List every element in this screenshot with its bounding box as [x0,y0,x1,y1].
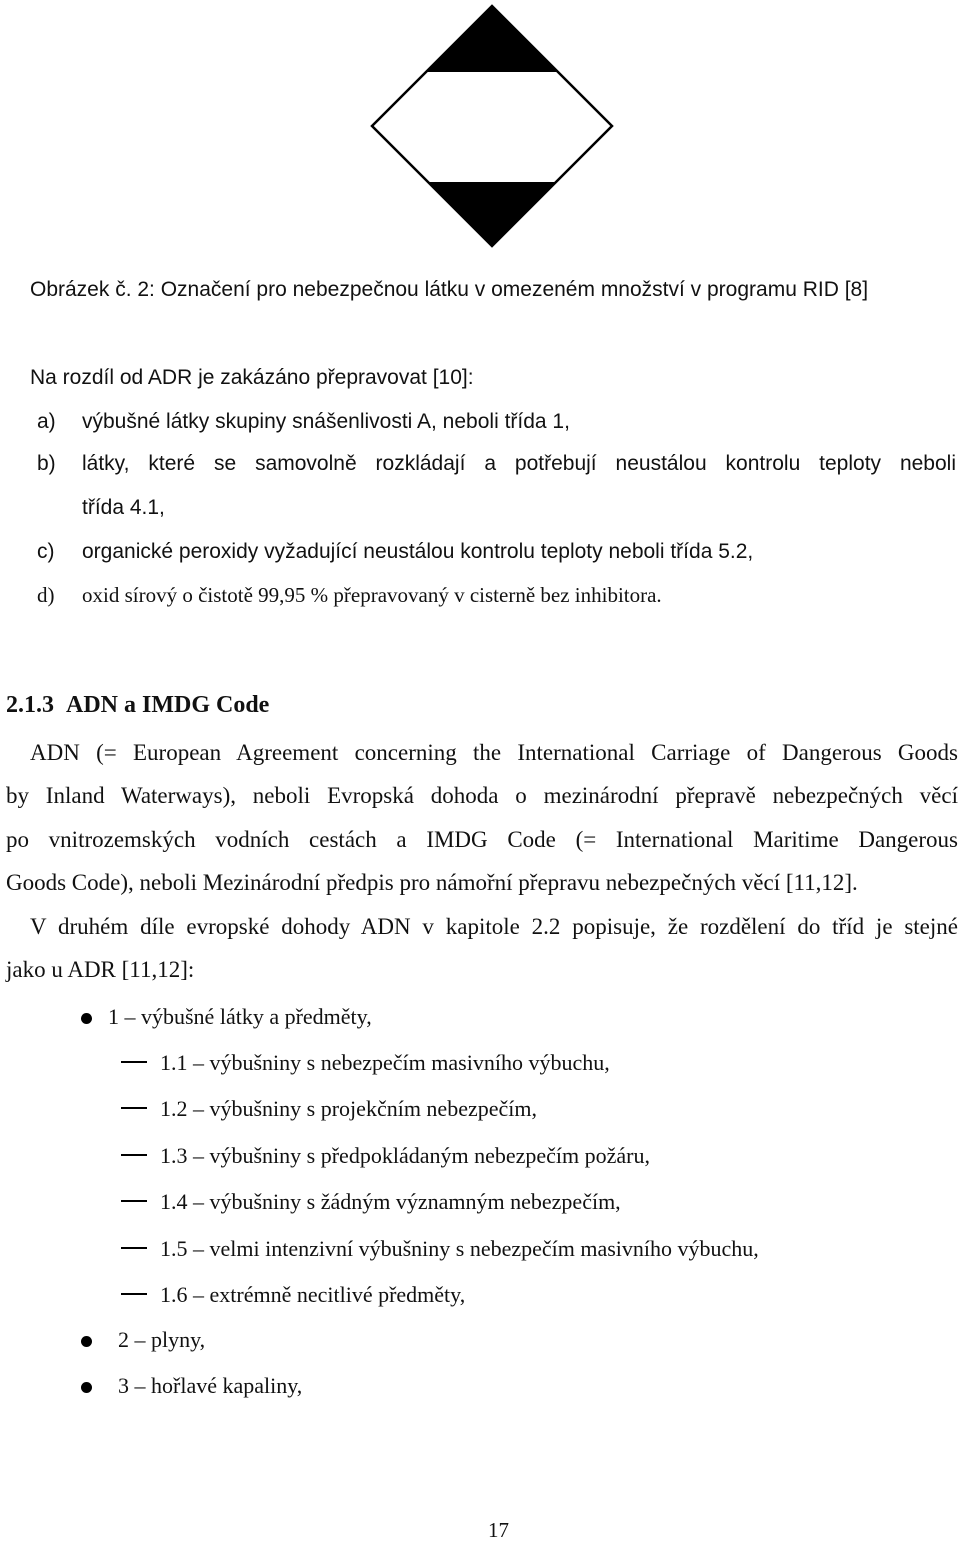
paragraph-line: V druhém díle evropské dohody ADN v kapitole 2.2 popisuje, že rozdělení do tříd je stejné [30,914,958,939]
sub-list-item: 1.3 – výbušniny s předpokládaným nebezpečím požáru, [160,1143,650,1168]
dash-icon [121,1200,147,1202]
section-title: ADN a IMDG Code [66,692,270,718]
dash-icon [121,1154,147,1156]
section-heading [6,692,269,719]
sub-list-item: 1.4 – výbušniny s žádným významným nebezpečím, [160,1189,621,1214]
list-item: 1 – výbušné látky a předměty, [108,1004,372,1029]
sub-list-item: 1.2 – výbušniny s projekčním nebezpečím, [160,1096,537,1121]
sub-list-item: 1.5 – velmi intenzivní výbušniny s nebezpečím masivního výbuchu, [160,1236,759,1261]
intro-text: Na rozdíl od ADR je zakázáno přepravovat [10]: [30,366,474,389]
sub-list-item: 1.1 – výbušniny s nebezpečím masivního výbuchu, [160,1050,610,1075]
paragraph-line: po vnitrozemských vodních cestách a IMDG Code (= International Maritime Dangerous [6,827,958,852]
section-number: 2.1.3 [6,692,54,718]
sub-list-item: 1.6 – extrémně necitlivé předměty, [160,1282,466,1307]
list-item: 2 – plyny, [118,1327,206,1352]
paragraph-line: Goods Code), neboli Mezinárodní předpis pro námořní přepravu nebezpečných věcí [11,12]. [6,870,858,895]
list-item: 3 – hořlavé kapaliny, [118,1373,303,1398]
paragraph-line: by Inland Waterways), neboli Evropská dohoda o mezinárodní přepravě nebezpečných věcí [6,783,958,808]
page-number: 17 [488,1518,509,1542]
list-item-continuation: třída 4.1, [82,496,165,519]
paragraph-line: ADN (= European Agreement concerning the International Carriage of Dangerous Goods [30,740,958,765]
bullet-icon [81,1013,92,1024]
list-item: organické peroxidy vyžadující neustálou kontrolu teploty neboli třída 5.2, [82,540,754,563]
paragraph-line: jako u ADR [11,12]: [6,957,195,982]
list-marker: c) [37,540,55,563]
bullet-icon [81,1382,92,1393]
dash-icon [121,1293,147,1295]
list-item: oxid sírový o čistotě 99,95 % přepravovaný v cisterně bez inhibitora. [82,583,662,607]
limited-quantity-mark [370,4,614,248]
list-item: látky, které se samovolně rozkládají a potřebují neustálou kontrolu teploty neboli [82,452,956,475]
list-marker: d) [37,583,55,607]
dash-icon [121,1247,147,1249]
figure-caption: Obrázek č. 2: Označení pro nebezpečnou látku v omezeném množství v programu RID [8] [30,278,869,301]
dash-icon [121,1107,147,1109]
list-marker: b) [37,452,56,475]
list-item: výbušné látky skupiny snášenlivosti A, neboli třída 1, [82,410,570,433]
list-marker: a) [37,410,56,433]
dash-icon [121,1061,147,1063]
bullet-icon [81,1336,92,1347]
